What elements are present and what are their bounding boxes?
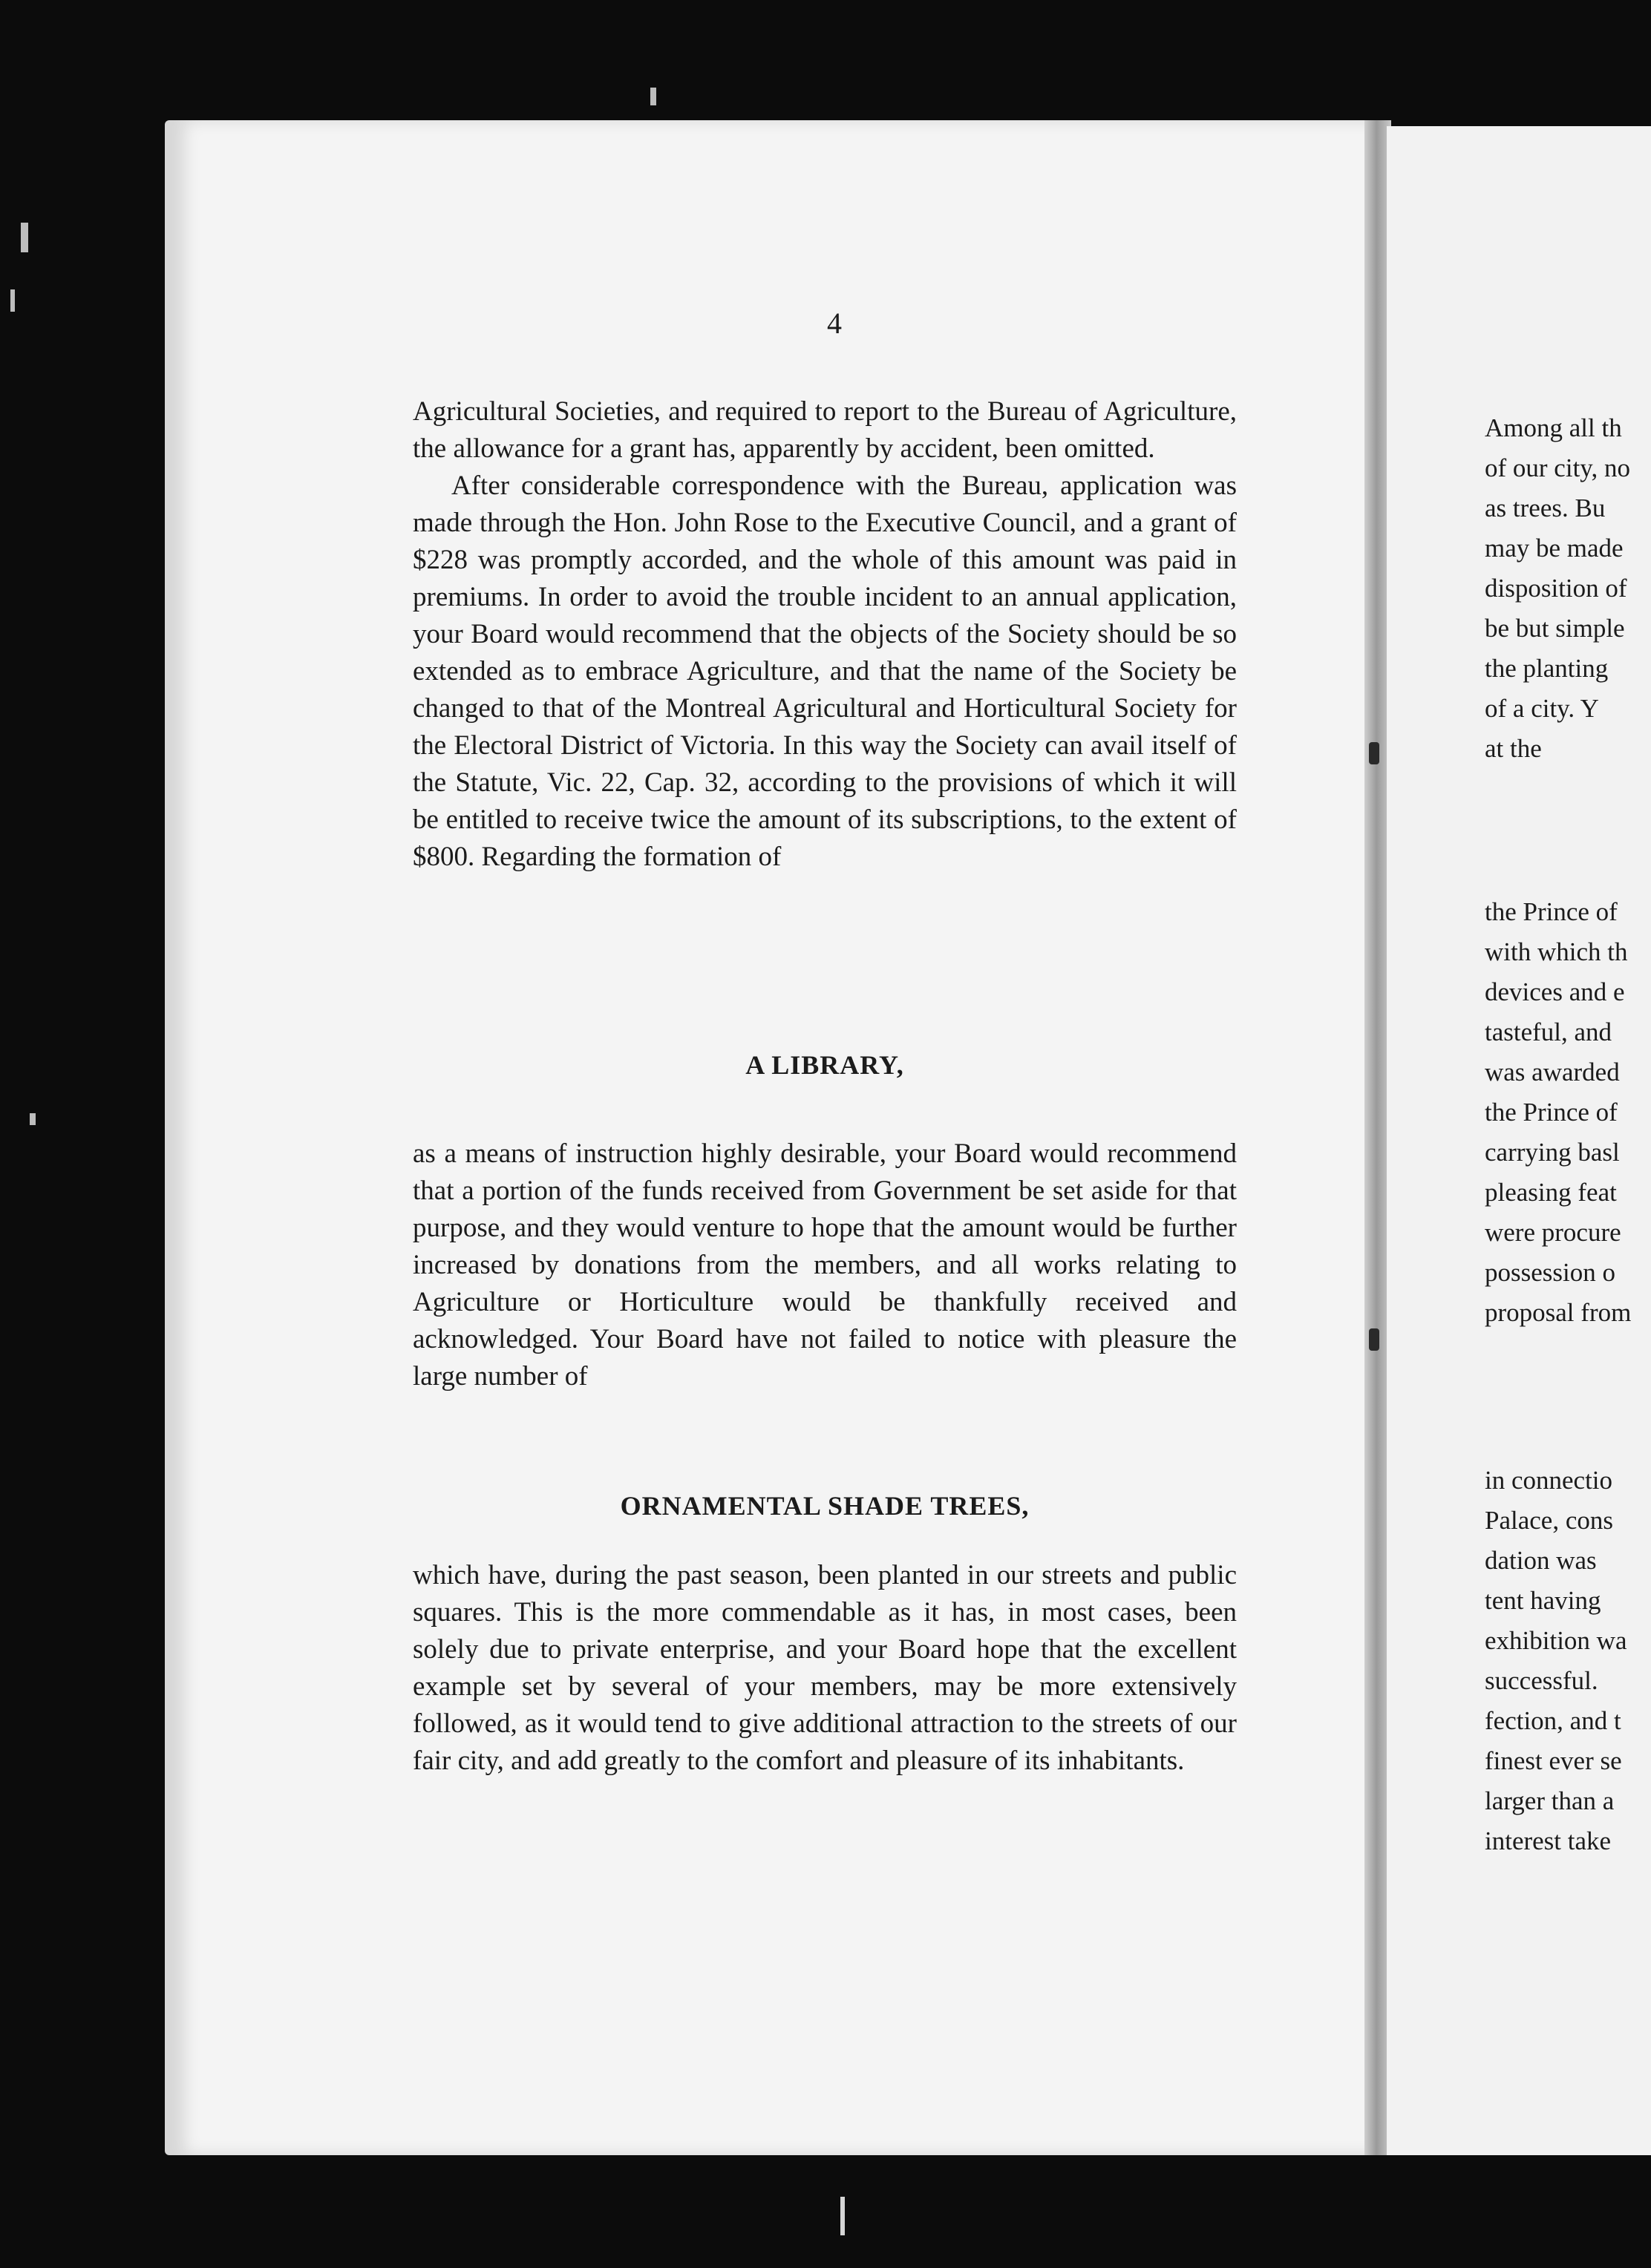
line: fection, and t — [1485, 1706, 1621, 1735]
section-heading-library: A LIBRARY, — [745, 1050, 904, 1080]
text-block-shade-trees — [413, 1557, 1237, 1780]
paragraph: as a means of instruction highly desirable, your Board would recommend that a portion of the funds received from Government be set aside for that purpose, and they would venture to hope that the amount would be further increased by donations from the members, and all works relating to Agriculture or Horticulture would be thankfully received and acknowledged. Your Board have not failed to notice with pleasure the large number of — [413, 1138, 1237, 1392]
line: larger than a — [1485, 1786, 1615, 1815]
dust-speck — [10, 289, 15, 312]
line: tasteful, and — [1485, 1017, 1612, 1046]
paragraph: Agricultural Societies, and required to report to the Bureau of Agriculture, the allowance for a grant has, apparently by accident, been omitted. — [413, 396, 1237, 464]
paragraph: which have, during the past season, been planted in our streets and public squares. This is the more commendable as it has, in most cases, been solely due to private enterprise, and your Board hope that the excellent example set by several of your members, may be more extensively followed, as it would tend to give additional attraction to the streets of our fair city, and add greatly to the comfort and pleasure of its inhabitants. — [413, 1560, 1237, 1776]
dust-speck — [30, 1113, 36, 1125]
text-block-library — [413, 1135, 1237, 1395]
right-page-column-1 — [1485, 408, 1651, 769]
line: tent having — [1485, 1586, 1601, 1615]
line: carrying basl — [1485, 1138, 1620, 1167]
dust-speck — [840, 2197, 845, 2235]
binding-mark — [1369, 742, 1379, 764]
line: successful. — [1485, 1666, 1598, 1695]
dust-speck — [650, 88, 656, 105]
line: disposition of — [1485, 574, 1627, 603]
binding-mark — [1369, 1328, 1379, 1351]
line: was awarded — [1485, 1058, 1620, 1087]
dust-speck — [21, 223, 28, 252]
line: finest ever se — [1485, 1746, 1622, 1775]
right-page-column-3 — [1485, 1461, 1651, 1861]
right-page-column-2 — [1485, 892, 1651, 1333]
line: may be made — [1485, 534, 1624, 563]
line: the Prince of — [1485, 897, 1618, 926]
line: dation was — [1485, 1546, 1597, 1575]
line: were procure — [1485, 1218, 1621, 1247]
line: Palace, cons — [1485, 1506, 1613, 1535]
line: Among all th — [1485, 413, 1622, 442]
line: in connectio — [1485, 1466, 1613, 1495]
line: proposal from — [1485, 1298, 1632, 1327]
paragraph: After considerable correspondence with the Bureau, application was made through the Hon. John Rose to the Executive Council, and a grant of $228 was promptly accorded, and the whole of this amount was paid in premiums. In order to avoid the trouble incident to an annual application, your Board would recommend that the objects of the Society should be so extended as to embrace Agriculture, and that the name of the Society be changed to that of the Montreal Agricultural and Horticultural Society for the Electoral District of Victoria. In this way the Society can avail itself of the Statute, Vic. 22, Cap. 32, according to the provisions of which it will be entitled to receive twice the amount of its subscriptions, to the extent of $800. Regarding the formation of — [413, 471, 1237, 872]
line: be but simple — [1485, 614, 1625, 643]
line: the planting — [1485, 654, 1609, 683]
line: of a city. Y — [1485, 694, 1599, 723]
line: the Prince of — [1485, 1098, 1618, 1127]
section-heading-shade-trees: ORNAMENTAL SHADE TREES, — [620, 1491, 1030, 1521]
line: devices and e — [1485, 977, 1625, 1006]
line: at the — [1485, 734, 1542, 763]
line: of our city, no — [1485, 453, 1631, 482]
line: possession o — [1485, 1258, 1615, 1287]
line: as trees. Bu — [1485, 494, 1606, 522]
line: interest take — [1485, 1826, 1612, 1855]
page-number: 4 — [827, 307, 842, 340]
line: with which th — [1485, 937, 1628, 966]
text-block-intro — [413, 393, 1237, 876]
line: pleasing feat — [1485, 1178, 1617, 1207]
line: exhibition wa — [1485, 1626, 1627, 1655]
